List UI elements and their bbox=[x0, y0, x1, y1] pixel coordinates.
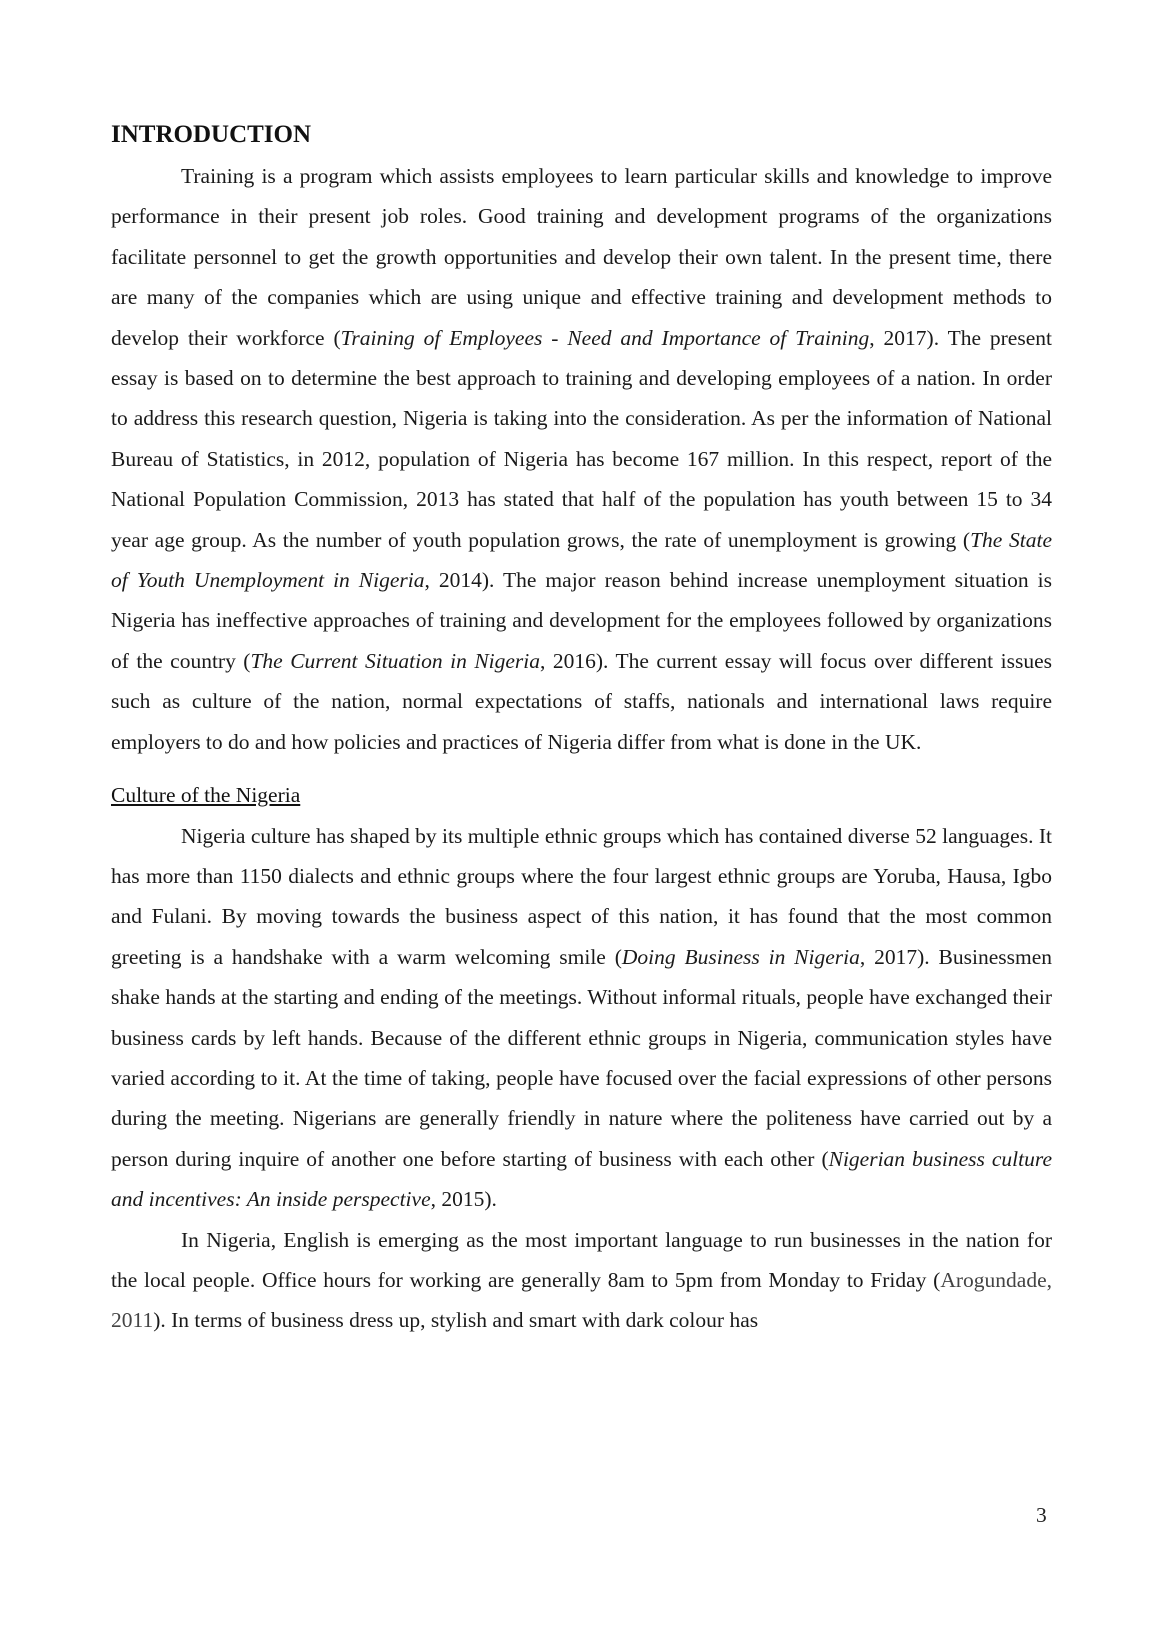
intro-text-4: , 2016). The current essay will focus over different issues such as culture of the nation, normal expectations of staffs, nationals and international laws require employers to do and how policies and practices of Nigeria differ from what is done in the UK. bbox=[111, 648, 1053, 754]
culture-paragraph-1 bbox=[111, 816, 1052, 1220]
culture-text-4: In Nigeria, English is emerging as the most important language to run businesses in the nation for the local people. Office hours for working are generally 8am to 5pm from Monday to Friday ( bbox=[111, 1227, 1052, 1292]
intro-paragraph bbox=[111, 156, 1052, 762]
culture-text-3: , 2015). bbox=[430, 1187, 497, 1212]
page-body bbox=[111, 118, 1052, 1341]
page-number: 3 bbox=[1036, 1503, 1047, 1527]
section-heading-introduction: INTRODUCTION bbox=[111, 121, 312, 148]
culture-text-5: ). In terms of business dress up, stylish and smart with dark colour has bbox=[153, 1308, 759, 1333]
intro-text-1: Training is a program which assists employees to learn particular skills and knowledge to improve performance in their present job roles. Good training and development programs of the organizations facilitate personnel to get the growth opportunities and develop their own talent. In the present time, there are many of the companies which are using unique and effective training and development methods to develop their workforce ( bbox=[111, 164, 1052, 350]
citation-training-of-employees: Training of Employees - Need and Importance of Training bbox=[340, 325, 870, 350]
culture-paragraph-2 bbox=[111, 1220, 1052, 1341]
culture-text-2: , 2017). Businessmen shake hands at the starting and ending of the meetings. Without informal rituals, people have exchanged their business cards by left hands. Because of the different ethnic groups in Nigeria, communication styles have varied according to it. At the time of taking, people have focused over the facial expressions of other persons during the meeting. Nigerians are generally friendly in nature where the politeness have carried out by a person during inquire of another one before starting of business with each other ( bbox=[111, 944, 1053, 1171]
citation-current-situation-nigeria: The Current Situation in Nigeria bbox=[250, 648, 541, 673]
subheading-culture-of-nigeria: Culture of the Nigeria bbox=[111, 783, 301, 808]
culture-text-1: Nigeria culture has shaped by its multiple ethnic groups which has contained diverse 52 languages. It has more than 1150 dialects and ethnic groups where the four largest ethnic groups are Yoruba, Hausa, Igbo and Fulani. By moving towards the business aspect of this nation, it has found that the most common greeting is a handshake with a warm welcoming smile ( bbox=[111, 823, 1052, 969]
citation-doing-business-nigeria: Doing Business in Nigeria bbox=[621, 944, 860, 969]
citation-arogundade[interactable]: Arogundade, 2011 bbox=[111, 1267, 1052, 1333]
intro-text-2: , 2017). The present essay is based on to determine the best approach to training and developing employees of a nation. In order to address this research question, Nigeria is taking into the consideration. As per the information of National Bureau of Statistics, in 2012, population of Nigeria has become 167 million. In this respect, report of the National Population Commission, 2013 has stated that half of the population has youth between 15 to 34 year age group. As the number of youth population grows, the rate of unemployment is growing ( bbox=[111, 325, 1052, 552]
citation-nigerian-business-culture: Nigerian business culture and incentives: An inside perspective bbox=[111, 1146, 1052, 1212]
intro-text-3: , 2014). The major reason behind increase unemployment situation is Nigeria has ineffective approaches of training and development for the employees followed by organizations of the country ( bbox=[111, 568, 1052, 673]
citation-state-of-youth-unemployment: The State of Youth Unemployment in Nigeria bbox=[111, 527, 1052, 593]
